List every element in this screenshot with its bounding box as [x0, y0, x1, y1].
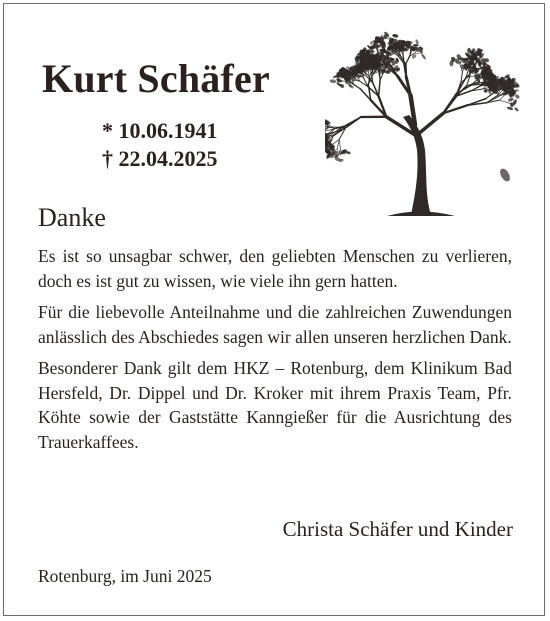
paragraph: Es ist so unsagbar schwer, den geliebten Menschen zu verlieren, doch es ist gut zu wissen, wie viele ihn gern hatten. — [38, 246, 512, 291]
tree-icon — [325, 25, 525, 220]
signature: Christa Schäfer und Kinder — [282, 517, 513, 541]
birth-date: * 10.06.1941 — [102, 118, 218, 143]
death-date: † 22.04.2025 — [102, 146, 218, 171]
paragraph: Für die liebevolle Anteilnahme und die zahlreichen Zuwendungen anlässlich des Abschiedes sagen wir allen unseren herzlichen Dank. — [38, 302, 512, 347]
deceased-name: Kurt Schäfer — [42, 56, 270, 101]
thanks-heading: Danke — [38, 203, 106, 232]
thanks-text — [38, 244, 512, 461]
life-dates — [102, 117, 218, 173]
paragraph: Besonderer Dank gilt dem HKZ – Rotenburg, dem Klinikum Bad Hersfeld, Dr. Dippel und Dr. Kroker mit ihrem Praxis Team, Pfr. Köhte sowie der Gaststätte Kanngießer für die Ausrichtung des Trauerkaffees. — [38, 358, 512, 452]
place-and-date: Rotenburg, im Juni 2025 — [38, 566, 212, 586]
